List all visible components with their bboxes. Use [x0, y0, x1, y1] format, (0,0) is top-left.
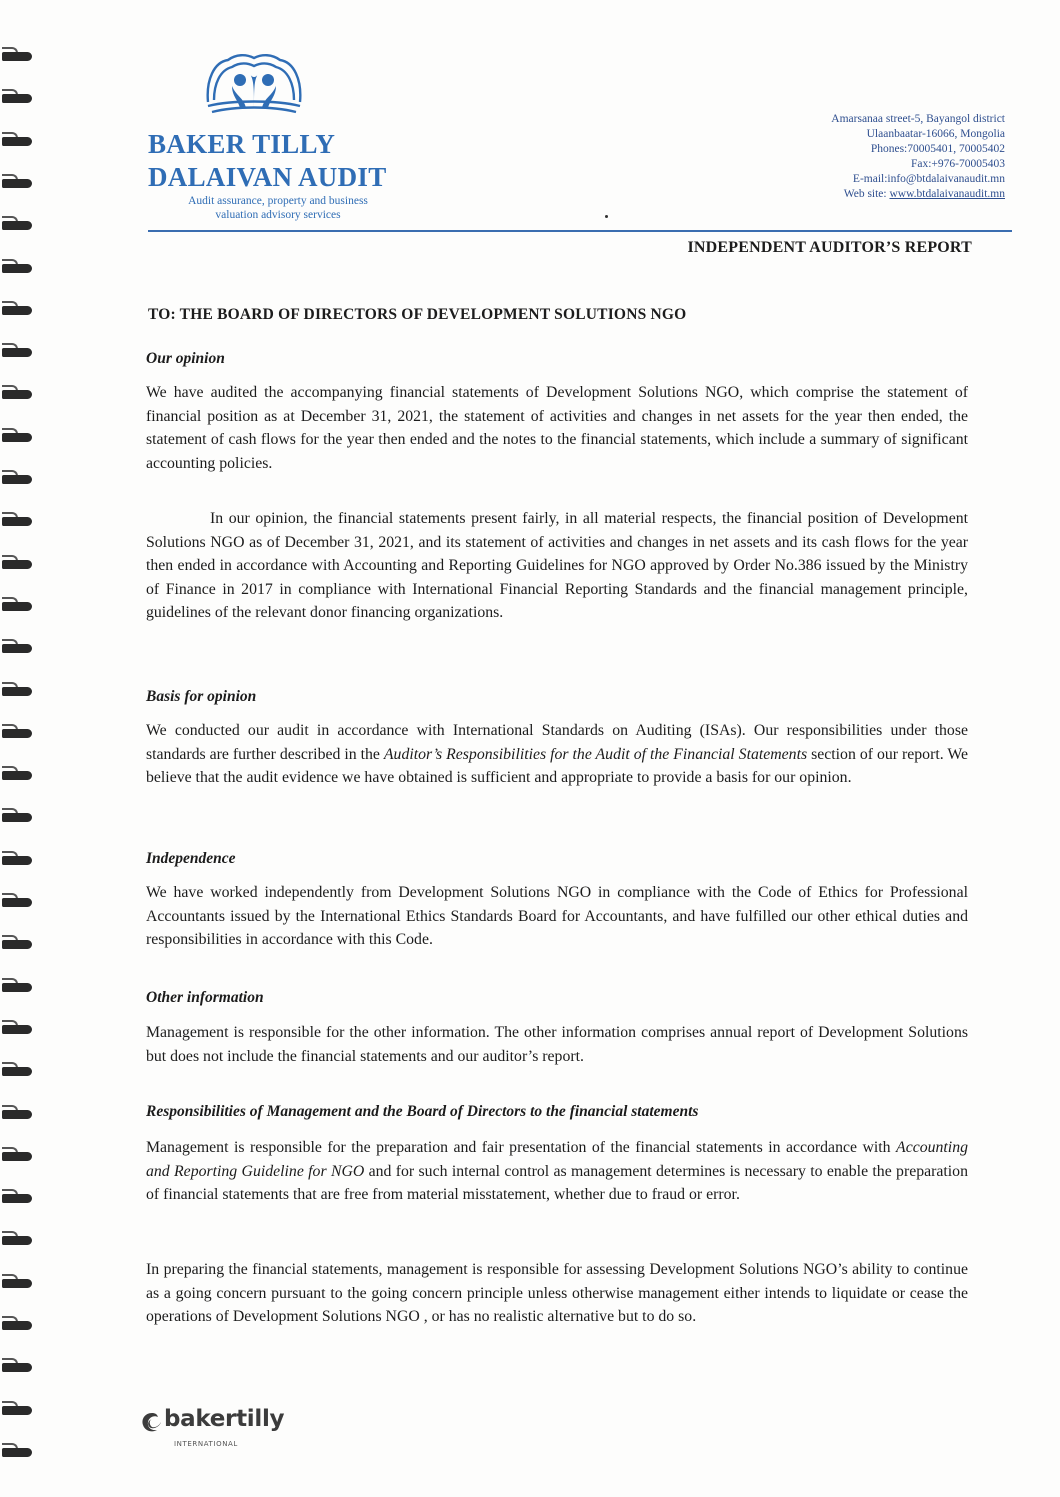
address-line: Amarsanaa street-5, Bayangol district [831, 113, 1005, 125]
binding-ring [2, 594, 34, 616]
binding-ring-bar [2, 264, 32, 273]
binding-ring-bar [2, 306, 32, 315]
spiral-binding [0, 30, 40, 1490]
binding-ring-bar [2, 179, 32, 188]
binding-ring [2, 890, 34, 912]
firm-address [685, 112, 1005, 202]
binding-ring-bar [2, 1110, 32, 1119]
binding-ring-bar [2, 475, 32, 484]
binding-ring [2, 1398, 34, 1420]
paragraph-responsibilities-2: In preparing the financial statements, management is responsible for assessing Development Solutions NGO’s ability to continue as a going concern pursuant to the going concern principle unless otherwise management either intends to liquidate or cease the operations of Development Solutions NGO , or has no realistic alternative but to do so. [146, 1261, 968, 1325]
binding-ring-bar [2, 813, 32, 822]
heading-basis-for-opinion: Basis for opinion [146, 688, 257, 705]
firm-name-line1: BAKER TILLY [148, 129, 336, 159]
letterhead-divider [148, 230, 1012, 232]
firm-tagline-line2: valuation advisory services [215, 209, 341, 221]
binding-ring [2, 129, 34, 151]
binding-ring-bar [2, 137, 32, 146]
binding-ring [2, 340, 34, 362]
binding-ring [2, 467, 34, 489]
paragraph-other-information: Management is responsible for the other information. The other information comprises annual report of Development Solutions but does not include the financial statements and our auditor’s report. [146, 1024, 968, 1065]
address-line: Ulaanbaatar-16066, Mongolia [866, 128, 1005, 140]
binding-ring-bar [2, 856, 32, 865]
binding-ring-bar [2, 1279, 32, 1288]
stray-mark [605, 215, 608, 218]
resp-text-b: and for such internal control as management determines is necessary to enable the preparation of financial statements that are free from material misstatement, whether due to fraud or error. [146, 1162, 968, 1203]
binding-ring [2, 1186, 34, 1208]
binding-ring [2, 509, 34, 531]
binding-ring [2, 1313, 34, 1335]
address-line: E-mail:info@btdalaivanaudit.mn [852, 173, 1005, 185]
heading-independence: Independence [146, 850, 236, 867]
binding-ring-bar [2, 52, 32, 61]
binding-ring [2, 171, 34, 193]
binding-ring [2, 1059, 34, 1081]
heading-other-information: Other information [146, 989, 264, 1006]
binding-ring-bar [2, 602, 32, 611]
resp-text-a: Management is responsible for the preparation and fair presentation of the financial statements in accordance with [146, 1139, 897, 1156]
heading-management-responsibilities: Responsibilities of Management and the Board of Directors to the financial statements [146, 1103, 699, 1120]
binding-ring-bar [2, 560, 32, 569]
addressee-line: TO: THE BOARD OF DIRECTORS OF DEVELOPMENT SOLUTIONS NGO [148, 306, 687, 323]
website-link[interactable]: www.btdalaivanaudit.mn [889, 188, 1005, 200]
binding-ring [2, 636, 34, 658]
binding-ring-bar [2, 1025, 32, 1034]
binding-ring [2, 1144, 34, 1166]
report-title: INDEPENDENT AUDITOR’S REPORT [687, 239, 972, 256]
binding-ring [2, 1355, 34, 1377]
resp-text-italic: Accounting and Reporting Guideline for NGO [146, 1139, 968, 1180]
binding-ring-bar [2, 1321, 32, 1330]
binding-ring-bar [2, 729, 32, 738]
binding-ring-bar [2, 390, 32, 399]
binding-ring [2, 975, 34, 997]
binding-ring-bar [2, 983, 32, 992]
binding-ring [2, 679, 34, 701]
basis-text-italic: Auditor’s Responsibilities for the Audit of the Financial Statements [383, 745, 808, 763]
binding-ring-bar [2, 940, 32, 949]
binding-ring-bar [2, 1236, 32, 1245]
binding-ring [2, 721, 34, 743]
footer-logo [140, 1408, 310, 1468]
binding-ring [2, 1017, 34, 1039]
firm-tagline [148, 194, 408, 222]
binding-ring-bar [2, 517, 32, 526]
firm-name-line2: DALAIVAN AUDIT [148, 162, 387, 192]
website-line [685, 187, 1005, 202]
paragraph-responsibilities-1 [146, 1136, 968, 1207]
binding-ring [2, 86, 34, 108]
binding-ring-bar [2, 221, 32, 230]
binding-ring [2, 425, 34, 447]
binding-ring-bar [2, 687, 32, 696]
binding-ring-bar [2, 433, 32, 442]
footer-brand-subtext: INTERNATIONAL [174, 1440, 238, 1448]
binding-ring-bar [2, 1406, 32, 1415]
firm-tagline-line1: Audit assurance, property and business [188, 195, 368, 207]
binding-ring [2, 932, 34, 954]
binding-ring [2, 256, 34, 278]
binding-ring-bar [2, 94, 32, 103]
binding-ring [2, 382, 34, 404]
binding-ring [2, 213, 34, 235]
binding-ring [2, 1440, 34, 1462]
footer-brand-text: bakertilly [164, 1406, 285, 1432]
heading-our-opinion: Our opinion [146, 350, 225, 367]
binding-ring [2, 298, 34, 320]
binding-ring-bar [2, 1363, 32, 1372]
binding-ring-bar [2, 1152, 32, 1161]
binding-ring-bar [2, 348, 32, 357]
binding-ring [2, 805, 34, 827]
binding-ring [2, 1271, 34, 1293]
binding-ring-bar [2, 898, 32, 907]
paragraph-basis [146, 719, 968, 790]
binding-ring-bar [2, 1067, 32, 1076]
paragraph-independence: We have worked independently from Development Solutions NGO in compliance with the Code of Ethics for Professional Accountants issued by the International Ethics Standards Board for Accountants, and have fulfilled our other ethical duties and responsibilities in accordance with this Code. [146, 884, 968, 948]
binding-ring [2, 848, 34, 870]
address-line: Fax:+976-70005403 [910, 158, 1005, 170]
crown-emblem-icon [202, 50, 306, 122]
baker-tilly-swirl-icon [140, 1411, 164, 1435]
binding-ring [2, 44, 34, 66]
paragraph-opinion-2: In our opinion, the financial statements present fairly, in all material respects, the financial position of Development Solutions NGO as of December 31, 2021, and its statement of activities and changes in net assets and its cash flows for the year then ended in accordance with Accounting and Reporting Guidelines for NGO approved by Order No.386 issued by the Ministry of Finance in 2017 in compliance with International Financial Reporting Standards and the financial management principle, guidelines of the relevant donor financing organizations. [146, 510, 968, 621]
website-label: Web site: [843, 188, 890, 200]
basis-text-a: We conducted our audit in accordance with International Standards on Auditing (ISAs). Our responsibilities under those standards are further described in the [146, 722, 968, 763]
binding-ring [2, 1102, 34, 1124]
firm-name [148, 128, 408, 194]
address-line: Phones:70005401, 70005402 [870, 143, 1005, 155]
binding-ring-bar [2, 644, 32, 653]
binding-ring-bar [2, 771, 32, 780]
basis-text-b: section of our report. We believe that the audit evidence we have obtained is sufficient and appropriate to provide a basis for our opinion. [146, 745, 969, 786]
binding-ring [2, 552, 34, 574]
binding-ring [2, 1228, 34, 1250]
paragraph-opinion-1: We have audited the accompanying financial statements of Development Solutions NGO, which comprise the statement of financial position as at December 31, 2021, the statement of activities and changes in net assets for the year then ended, the statement of cash flows for the year then ended and the notes to the financial statements, which include a summary of significant accounting policies. [146, 384, 968, 472]
binding-ring [2, 763, 34, 785]
binding-ring-bar [2, 1448, 32, 1457]
binding-ring-bar [2, 1194, 32, 1203]
